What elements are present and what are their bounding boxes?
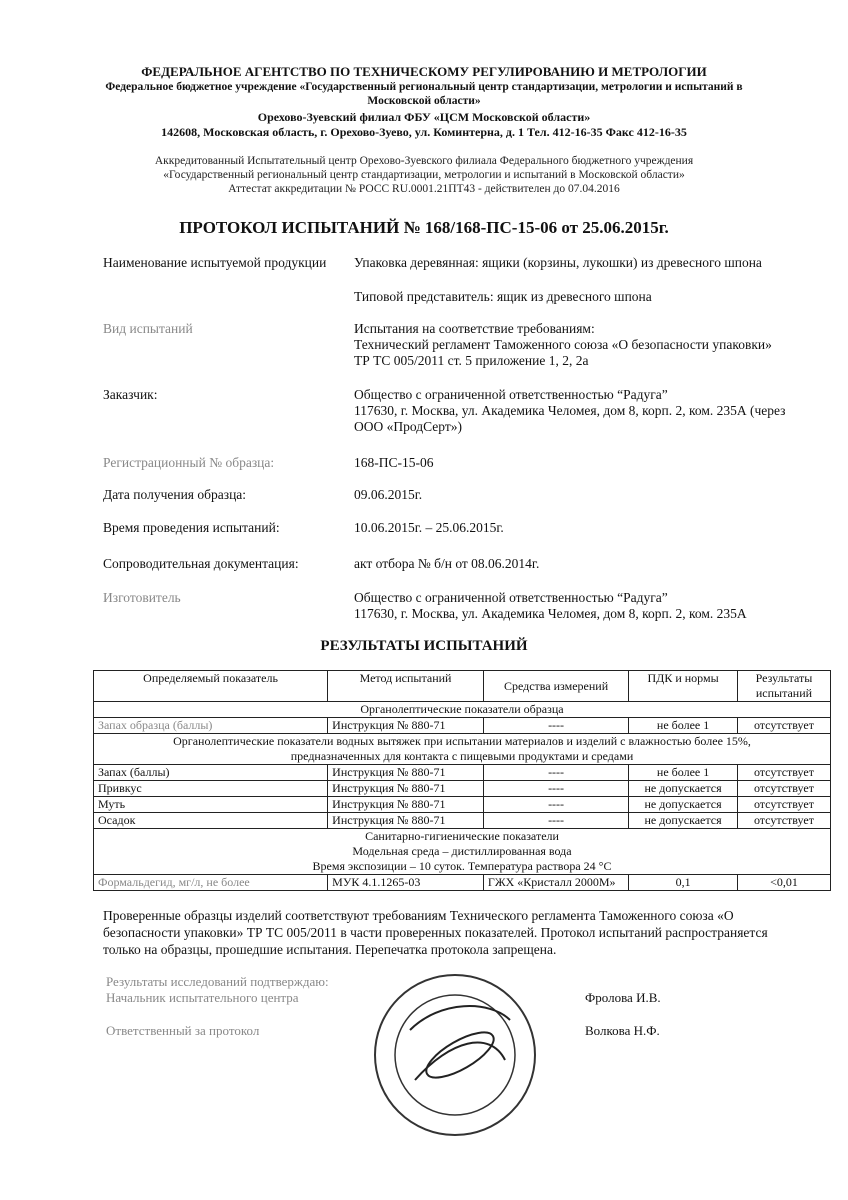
cell: ---- [483,813,628,829]
field-label: Заказчик: [103,387,158,402]
cell: Инструкция № 880-71 [328,813,484,829]
head-name: Фролова И.В. [585,990,661,1005]
responsible-label: Ответственный за протокол [106,1023,260,1038]
cell: Инструкция № 880-71 [328,765,484,781]
cell: Формальдегид, мг/л, не более [94,875,328,891]
field-value-line: Испытания на соответствие требованиям: [354,321,595,336]
table-row [94,813,831,829]
address: 142608, Московская область, г. Орехово-Зуево, ул. Коминтерна, д. 1 Тел. 412-16-35 Факс 412-16-35 [161,125,687,139]
cell: Осадок [94,813,328,829]
institution-line-2: Московской области» [367,95,481,107]
field-value-line: 117630, г. Москва, ул. Академика Челомея, дом 8, корп. 2, ком. 235А (через [354,403,786,418]
header-cell: Результаты испытаний [737,671,830,702]
field-label: Наименование испытуемой продукции [103,255,327,270]
section-heading: Органолептические показатели водных вытяжек при испытании материалов и изделий с влажностью более 15%, предназначенных для контакта с пищевыми продуктами и средами [94,734,831,765]
cell: ---- [483,797,628,813]
field-value [354,255,824,271]
field-value [354,289,824,305]
results-table [93,670,831,891]
cell: ---- [483,781,628,797]
field-label: Изготовитель [103,590,181,605]
cell: Инструкция № 880-71 [328,797,484,813]
field-value-line: 09.06.2015г. [354,487,423,502]
field-value-line: 117630, г. Москва, ул. Академика Челомея, дом 8, корп. 2, ком. 235А [354,606,747,621]
cell: отсутствует [737,813,830,829]
field-value [354,556,824,572]
cell: Муть [94,797,328,813]
field-label: Регистрационный № образца: [103,455,275,470]
field-label: Сопроводительная документация: [103,556,299,571]
head-label: Начальник испытательного центра [106,990,299,1005]
field-value [354,520,824,536]
field-value-line: ТР ТС 005/2011 ст. 5 приложение 1, 2, 2а [354,353,589,368]
header-cell: ПДК и нормы [629,671,738,702]
field-value-line: акт отбора № б/н от 08.06.2014г. [354,556,540,571]
cell: Запах (баллы) [94,765,328,781]
cell: отсутствует [737,765,830,781]
cell: Привкус [94,781,328,797]
table-row [94,797,831,813]
field-value-line: Упаковка деревянная: ящики (корзины, лукошки) из древесного шпона [354,255,762,270]
field-value-line: ООО «ПродСерт») [354,419,462,434]
cell: не более 1 [629,718,738,734]
cell: не более 1 [629,765,738,781]
cell: <0,01 [737,875,830,891]
cell: МУК 4.1.1265-03 [328,875,484,891]
section-heading: Органолептические показатели образца [94,702,831,718]
field-value-line: 168-ПС-15-06 [354,455,434,470]
field-label: Время проведения испытаний: [103,520,280,535]
accreditation-line-3: Аттестат аккредитации № РОСС RU.0001.21ПТ43 - действителен до 07.04.2016 [228,183,620,195]
cell: Инструкция № 880-71 [328,718,484,734]
field-value [354,321,824,369]
cell: ---- [483,765,628,781]
responsible-name: Волкова Н.Ф. [585,1023,660,1038]
institution-line-1: Федеральное бюджетное учреждение «Государственный региональный центр стандартизации, метрологии и испытаний в [105,81,743,93]
cell: не допускается [629,781,738,797]
section-heading: Санитарно-гигиенические показатели [94,829,831,845]
table-header [94,671,831,702]
agency-name: ФЕДЕРАЛЬНОЕ АГЕНТСТВО ПО ТЕХНИЧЕСКОМУ РЕГУЛИРОВАНИЮ И МЕТРОЛОГИИ [141,64,707,79]
cell: отсутствует [737,781,830,797]
cell: не допускается [629,813,738,829]
accreditation-line-2: «Государственный региональный центр стандартизации, метрологии и испытаний в Московской области» [163,169,685,181]
table-row [94,875,831,891]
header-cell: Средства измерений [483,671,628,702]
protocol-title: ПРОТОКОЛ ИСПЫТАНИЙ № 168/168-ПС-15-06 от 25.06.2015г. [179,218,669,237]
table-row [94,765,831,781]
header-cell: Определяемый показатель [94,671,328,702]
table-row [94,781,831,797]
header-cell: Метод испытаний [328,671,484,702]
official-stamp [370,970,540,1140]
field-value-line: Общество с ограниченной ответственностью “Радуга” [354,590,668,605]
field-value-line: 10.06.2015г. – 25.06.2015г. [354,520,504,535]
results-title: РЕЗУЛЬТАТЫ ИСПЫТАНИЙ [320,638,528,654]
cell: ГЖХ «Кристалл 2000М» [483,875,628,891]
field-value-line: Общество с ограниченной ответственностью “Радуга” [354,387,668,402]
field-value-line: Типовой представитель: ящик из древесного шпона [354,289,652,304]
confirm-label: Результаты исследований подтверждаю: [106,974,329,989]
field-value [354,590,824,622]
cell: отсутствует [737,718,830,734]
table-row [94,718,831,734]
field-value [354,387,824,435]
section-subheading: Время экспозиции – 10 суток. Температура раствора 24 °С [94,859,831,875]
field-value [354,487,824,503]
accreditation-line-1: Аккредитованный Испытательный центр Орехово-Зуевского филиала Федерального бюджетного учреждения [154,155,694,167]
field-label: Вид испытаний [103,321,193,336]
field-value [354,455,824,471]
cell: 0,1 [629,875,738,891]
cell: отсутствует [737,797,830,813]
section-subheading: Модельная среда – дистиллированная вода [94,844,831,859]
cell: ---- [483,718,628,734]
field-label: Дата получения образца: [103,487,247,502]
conclusion-text: Проверенные образцы изделий соответствуют требованиям Технического регламента Таможенного союза «О безопасности упаковки» ТР ТС 005/2011 в части проверенных показателей. Протокол испытаний распространяется только на образцы, прошедшие испытания. Перепечатка протокола запрещена. [103,908,768,957]
field-value-line: Технический регламент Таможенного союза «О безопасности упаковки» [354,337,772,352]
cell: Запах образца (баллы) [94,718,328,734]
cell: не допускается [629,797,738,813]
branch-name: Орехово-Зуевский филиал ФБУ «ЦСМ Московской области» [257,110,591,124]
cell: Инструкция № 880-71 [328,781,484,797]
